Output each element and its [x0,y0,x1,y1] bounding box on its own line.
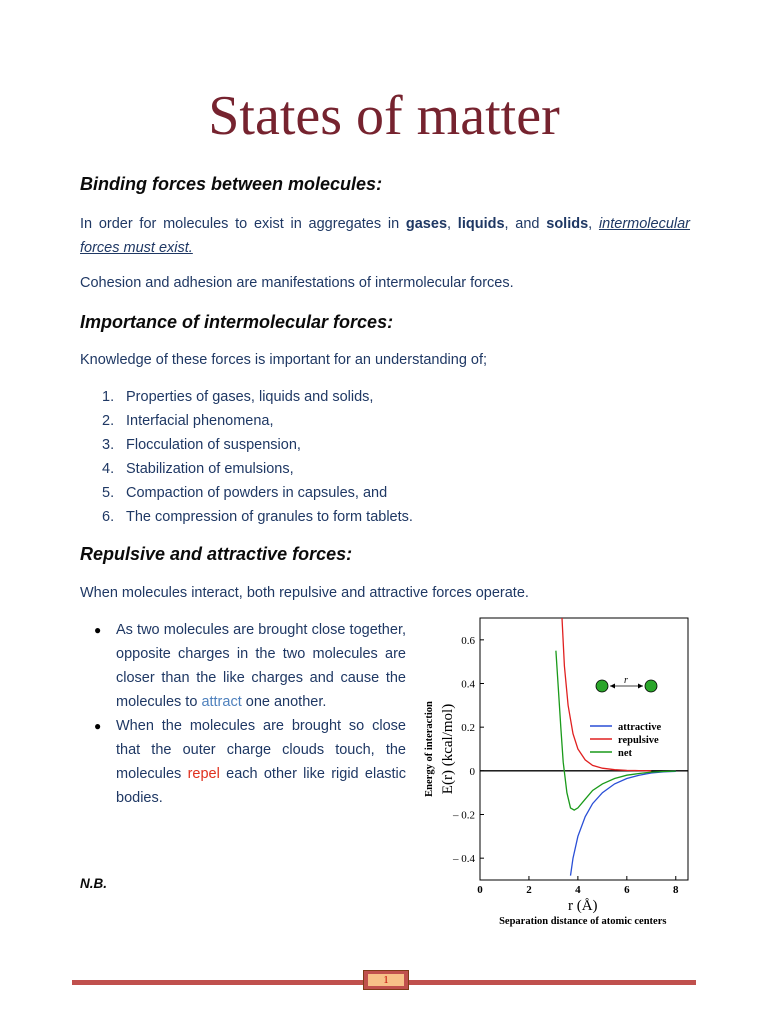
list-item-number: 3. [102,437,115,453]
legend-label: attractive [618,722,662,733]
y-tick-label: 0 [469,765,475,778]
energy-chart [414,608,704,928]
x-tick-label: 2 [526,884,532,896]
y-tick-label: 0.6 [461,634,475,647]
term-solids: solids [546,216,589,232]
x-axis-label: r (Å) [567,898,598,914]
x-axis-caption: Separation distance of atomic centers [499,916,667,927]
term-liquids: liquids [457,216,505,232]
list-item [102,457,662,481]
aggregates-text: In order for molecules to exist in aggregates in [80,216,400,232]
list-item-text: Flocculation of suspension, [126,437,301,453]
list-item-number: 1. [102,389,115,405]
and-text: , and [504,216,540,232]
bullet-text: one another. [245,694,327,710]
bullet-item [80,618,406,714]
list-item-number: 6. [102,509,115,525]
paragraph-aggregates [80,212,690,260]
energy-chart-svg [414,608,704,928]
y-tick-label: – 0.2 [453,809,475,822]
attract-word: attract [201,694,242,710]
bullet-text: each other like rigid elastic bodies. [116,766,407,806]
bullet-list [80,618,406,810]
paragraph-interaction: When molecules interact, both repulsive and attractive forces operate. [80,585,529,601]
paragraph-cohesion: Cohesion and adhesion are manifestations of intermolecular forces. [80,275,514,291]
page-title: States of matter [208,85,560,147]
paragraph-knowledge: Knowledge of these forces is important for an understanding of; [80,352,488,368]
list-item-text: Interfacial phenomena, [126,413,274,429]
comma: , [447,216,452,232]
bullet-item [80,714,406,810]
legend-label: net [618,748,632,759]
list-item-number: 5. [102,485,115,501]
numbered-list [102,385,662,529]
term-gases: gases [405,216,448,232]
comma: , [588,216,593,232]
list-item [102,409,662,433]
bullet-text: When the molecules are brought so close that the outer charge clouds touch, the molecules [116,718,406,782]
y-tick-label: 0.2 [461,722,475,735]
list-item-number: 4. [102,461,115,477]
list-item [102,481,662,505]
x-tick-label: 4 [575,884,581,896]
list-item-text: Properties of gases, liquids and solids, [126,389,374,405]
x-tick-label: 6 [624,884,630,896]
bullet-text: As two molecules are brought close together, opposite charges in the two molecules are closer than the like charges and cause the molecules to [116,622,406,710]
list-item-text: The compression of granules to form tablets. [126,509,413,525]
y-axis-label: E(r) (kcal/mol) [440,703,456,795]
list-item-text: Stabilization of emulsions, [126,461,294,477]
x-tick-label: 0 [477,884,483,896]
bullet-dot-icon: ● [94,623,102,637]
page-number-box [363,970,409,990]
y-axis-caption: Energy of interaction [424,701,435,797]
list-item-text: Compaction of powders in capsules, and [126,485,388,501]
repel-word: repel [187,766,220,782]
list-item [102,385,662,409]
page-number: 1 [368,974,404,986]
y-tick-label: 0.4 [461,678,475,691]
legend-label: repulsive [618,735,659,746]
list-item [102,433,662,457]
section-heading-repulsive-attractive: Repulsive and attractive forces: [80,544,353,564]
section-heading-importance: Importance of intermolecular forces: [80,312,394,332]
atom-a-icon [596,680,608,692]
bullet-dot-icon: ● [94,719,102,733]
inset-r-label: r [624,675,628,686]
section-heading-binding-forces: Binding forces between molecules: [80,174,383,194]
plot-frame [480,618,688,880]
list-item-number: 2. [102,413,115,429]
atom-b-icon [645,680,657,692]
y-tick-label: – 0.4 [453,853,475,866]
nb-label: N.B. [80,876,107,891]
list-item [102,505,662,529]
x-tick-label: 8 [673,884,679,896]
underlined-statement: intermolecular forces must exist. [80,216,691,256]
